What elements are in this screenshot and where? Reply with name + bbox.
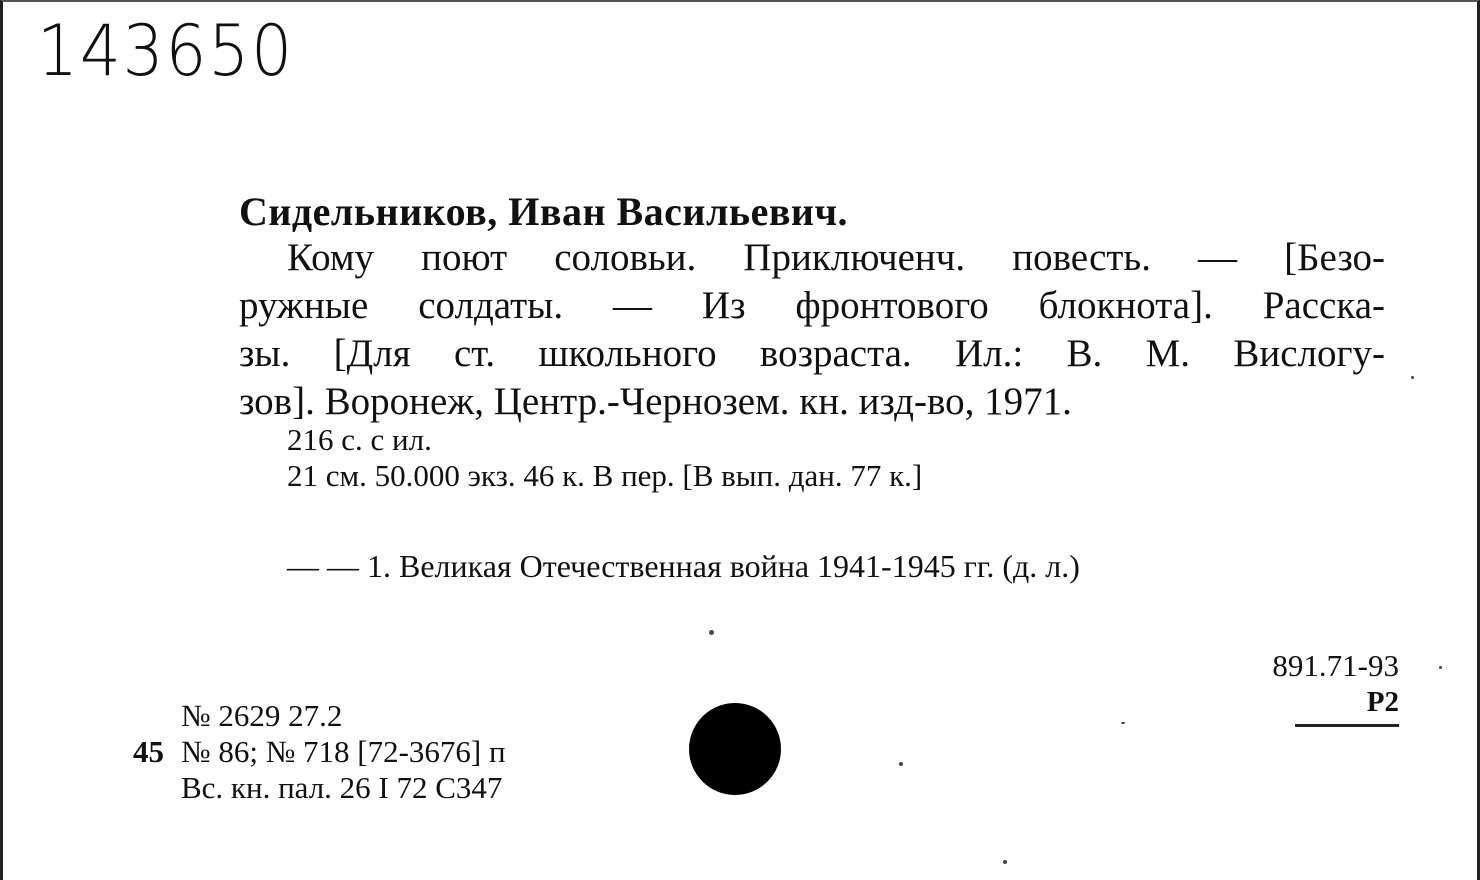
classification-number: 891.71-93 [1272, 648, 1399, 683]
handwritten-inventory-number: 143650 [37, 10, 294, 92]
author-mark: Р2 [1366, 686, 1399, 718]
physical-description [287, 422, 922, 494]
author-heading: Сидельников, Иван Васильевич. [239, 189, 849, 234]
registration-line: № 2629 27.2 [181, 698, 343, 733]
classification-block [1272, 648, 1399, 727]
dust-speck [709, 630, 714, 635]
side-number: 45 [133, 734, 164, 769]
punch-hole [689, 703, 781, 795]
physical-line: 21 см. 50.000 экз. 46 к. В пер. [В вып. дан. 77 к.] [287, 458, 923, 493]
dust-speck [1003, 860, 1007, 864]
description-line: зов]. Воронеж, Центр.-Чернозем. кн. изд-во, 1971. [239, 380, 1072, 423]
dust-speck [1121, 722, 1125, 724]
description-line: зы. [Для ст. школьного возраста. Ил.: В. М. Вислогу- [239, 332, 1385, 375]
title-description [239, 234, 1385, 426]
description-line: ружные солдаты. — Из фронтового блокнота]. Расска- [239, 284, 1385, 327]
registration-line: Вс. кн. пал. 26 I 72 С347 [181, 770, 503, 805]
registration-line: 45 № 86; № 718 [72-3676] п [133, 734, 506, 769]
dust-speck [1411, 376, 1414, 379]
subject-heading: — — 1. Великая Отечественная война 1941-1945 гг. (д. л.) [287, 548, 1080, 584]
dust-speck [899, 762, 903, 766]
dust-speck [1439, 666, 1442, 669]
physical-line: 216 с. с ил. [287, 422, 432, 457]
description-line: Кому поют соловьи. Приключенч. повесть. — [Безо- [287, 236, 1385, 279]
registration-block [133, 698, 506, 806]
mark-underline [1295, 724, 1399, 727]
